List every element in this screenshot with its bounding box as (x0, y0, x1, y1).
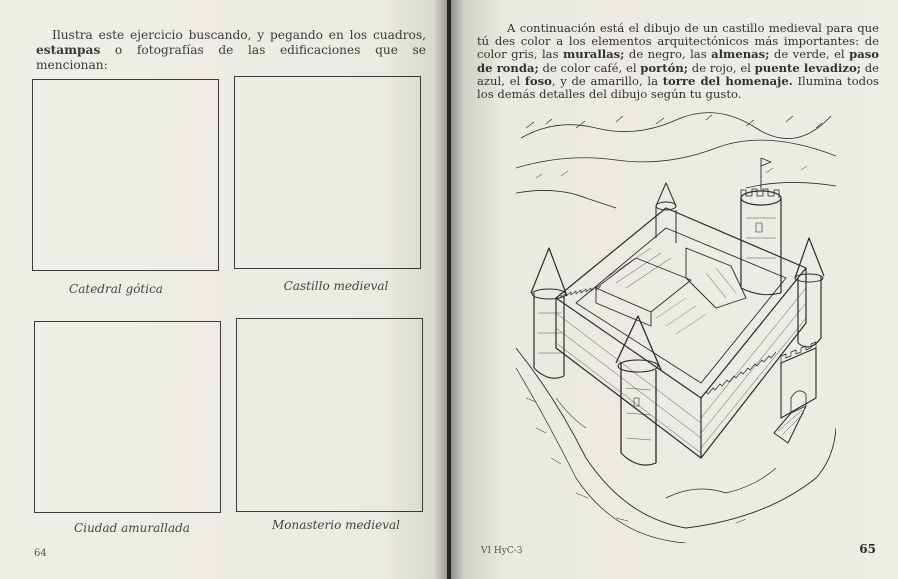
box-ciudad-amurallada (34, 321, 221, 513)
box-castillo-medieval (234, 76, 421, 269)
left-page (0, 0, 447, 579)
caption-castillo-medieval: Castillo medieval (283, 279, 389, 293)
left-intro-text: Ilustra este ejercicio buscando, y pegando en los cuadros, estampas o fotografías de las edificaciones que se mencionan: (36, 28, 426, 72)
text-run: de verde, el (769, 47, 850, 62)
caption-monasterio-medieval: Monasterio medieval (272, 518, 400, 532)
text-run: de negro, las (624, 47, 712, 62)
footer-code: VI HyC-3 (481, 546, 523, 556)
bold-term: murallas; (563, 47, 625, 62)
text-run: Ilumina todos los demás detalles del dibujo según tu gusto. (477, 73, 879, 102)
right-page (451, 0, 898, 579)
text-run: de rojo, el (688, 60, 755, 75)
right-intro-text (477, 22, 879, 101)
bold-term: foso (524, 73, 552, 88)
bold-term: almenas; (711, 47, 770, 62)
text-run: de azul, el (477, 60, 879, 88)
bold-term: paso de ronda; (477, 47, 879, 75)
caption-ciudad-amurallada: Ciudad amurallada (74, 521, 190, 535)
page-number-right: 65 (859, 542, 876, 556)
bold-term: torre del homenaje. (662, 73, 793, 88)
text-run: de color café, el (538, 60, 641, 75)
caption-catedral-gotica: Catedral gótica (69, 282, 163, 296)
castle-illustration (516, 98, 836, 543)
bold-term: puente levadizo; (754, 60, 861, 75)
box-monasterio-medieval (236, 318, 423, 512)
page-number-left: 64 (34, 548, 47, 559)
bold-term: portón; (640, 60, 689, 75)
text-run: A continuación está el dibujo de un castillo medieval para que tú des color a los elementos arquitectónicos más importantes: de color gris, las (477, 21, 879, 62)
text-run: , y de amarillo, la (551, 73, 663, 88)
box-catedral-gotica (32, 79, 219, 271)
